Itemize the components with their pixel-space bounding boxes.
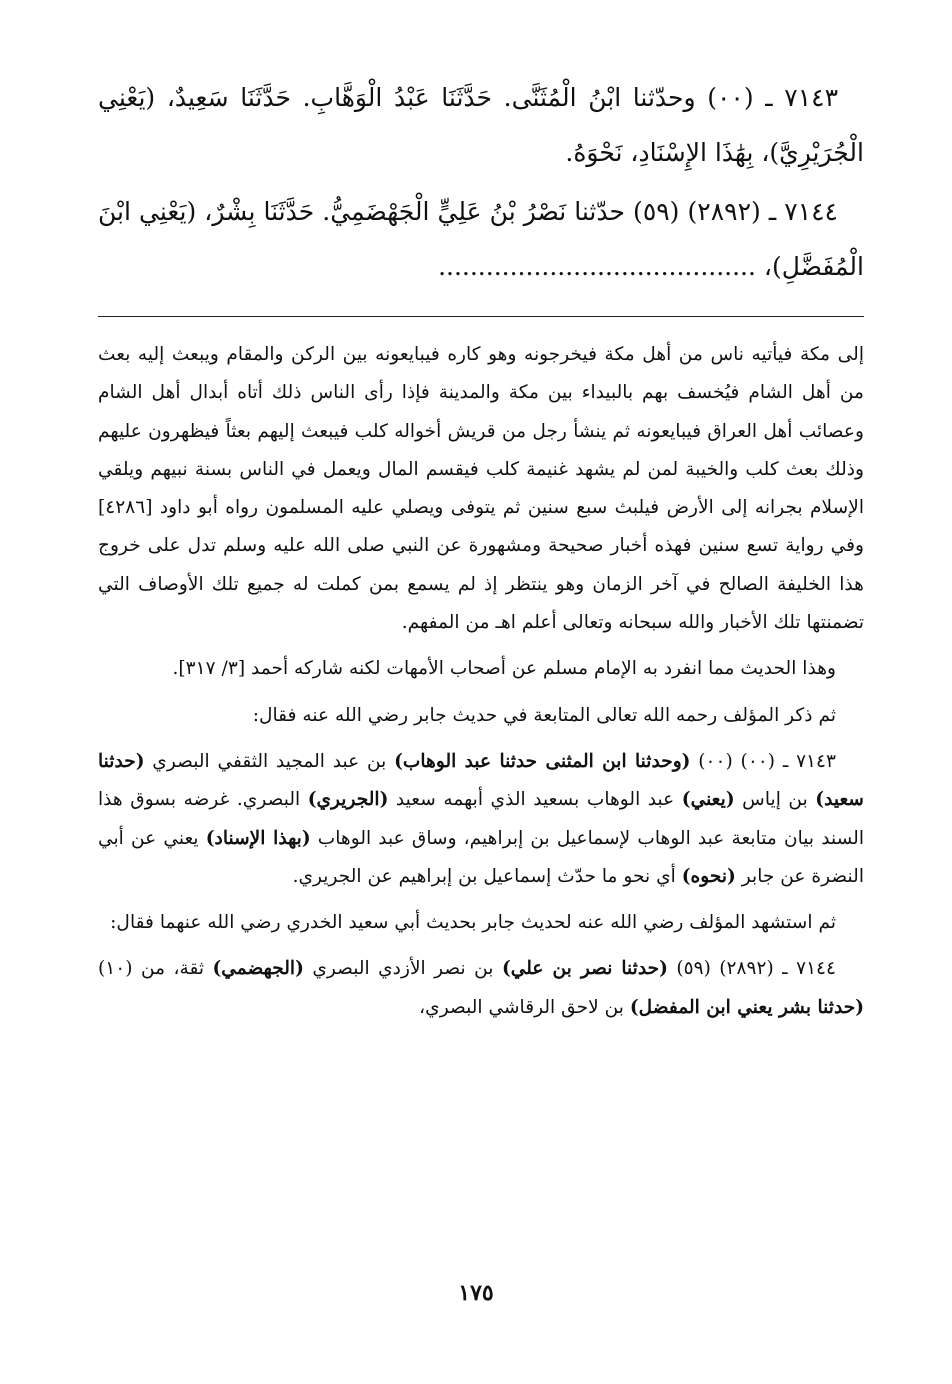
p6-text-3: ثقة، من (١٠) [98,958,213,980]
p4-text-3: بن إياس [734,789,816,811]
p6-bold-1: (حدثنا نصر بن علي) [501,958,668,980]
hadith-7144-line-2: ابْنَ الْمُفَضَّلِ)، ........................................ [98,197,864,281]
p4-bold-3: (يعني) [681,789,735,811]
p4-bold-6: (نحوه) [681,865,736,887]
hadith-7143 [98,70,864,180]
hadith-text-block [98,70,864,298]
commentary-block [98,336,864,1035]
hadith-7144-line-1: ٧١٤٤ ـ (٢٨٩٢) (٥٩) حدّثنا نَصْرُ بْنُ عَلِيٍّ الْجَهْضَمِيُّ. حَدَّثَنَا بِشْرٌ، (يَعْنِي [139,197,838,226]
p6-text-1: ٧١٤٤ ـ (٢٨٩٢) (٥٩) [667,958,837,980]
commentary-paragraph-2: وهذا الحديث مما انفرد به الإمام مسلم عن أصحاب الأمهات لكنه شاركه أحمد [٣/ ٣١٧]. [172,658,836,680]
p4-bold-5: (بهذا الإسناد) [205,827,311,849]
p6-text-2: بن نصر الأزدي البصري [303,958,502,980]
hadith-7143-line-2: سَعِيدٌ، (يَعْنِي الْجُرَيْرِيَّ)، بِهَٰذَا الإِسْنَادِ، نَحْوَهُ. [98,83,864,167]
footnote-separator [98,316,864,317]
p6-bold-2: (الجهضمي) [212,958,304,980]
commentary-paragraph-6 [98,950,864,1027]
p4-text-7: أي نحو ما حدّث إسماعيل بن إبراهيم عن الجريري. [292,865,682,887]
p4-text-6: يعني عن أبي النضرة عن جابر [98,827,864,887]
commentary-paragraph-5: ثم استشهد المؤلف رضي الله عنه لحديث جابر بحديث أبي سعيد الخدري رضي الله عنهما فقال: [110,912,836,934]
p4-bold-4: (الجريري) [307,789,389,811]
p4-text-4: عبد الوهاب بسعيد الذي أبهمه سعيد [388,789,682,811]
hadith-7144 [98,184,864,294]
p6-text-4: بن لاحق الرقاشي البصري، [419,996,630,1018]
commentary-paragraph-3: ثم ذكر المؤلف رحمه الله تعالى المتابعة في حديث جابر رضي الله عنه فقال: [252,704,836,726]
hadith-7143-line-1: ٧١٤٣ ـ (٠٠) وحدّثنا ابْنُ الْمُثَنَّى. حَدَّثَنَا عَبْدُ الْوَهَّابِ. حَدَّثَنَا [240,83,838,112]
page-number: ١٧٥ [458,1280,494,1306]
p6-bold-3: (حدثنا بشر يعني ابن المفضل) [629,996,864,1018]
p4-text-5: البصري. غرضه بسوق هذا السند بيان متابعة عبد الوهاب لإسماعيل بن إبراهيم، وساق عبد الوهاب [98,789,865,849]
p4-bold-2: (حدثنا سعيد) [98,750,864,811]
commentary-paragraph-1: إلى مكة فيأتيه ناس من أهل مكة فيخرجونه وهو كاره فيبايعونه بين الركن والمقام ويبعث إليه بعث من أهل الشام فيُخسف بهم بالبيداء بين مكة والمدينة فإذا رأى الناس ذلك أتاه أبدال أهل الشام وعصائب أهل العراق فيبايعونه ثم ينشأ رجل من قريش أخواله كلب فيبعث إليهم بعثاً فيظهرون عليهم وذلك بعث كلب والخيبة لمن لم يشهد غنيمة كلب فيقسم المال ويعمل في الناس بسنة نبيهم ويلقي الإسلام بجرانه إلى الأرض فيلبث سبع سنين ثم يتوفى ويصلي عليه المسلمون رواه أبو داود [٤٢٨٦] وفي رواية تسع سنين فهذه أخبار صحيحة ومشهورة عن النبي صلى الله عليه وسلم تدل على خروج هذا الخليفة الصالح في آخر الزمان وهو ينتظر إذ لم يسمع بمن كملت له جميع تلك الأوصاف التي تضمنتها تلك الأخبار والله سبحانه وتعالى أعلم اهـ من المفهم. [98,344,864,634]
commentary-paragraph-4 [98,743,864,896]
p4-text-1: ٧١٤٣ ـ (٠٠) (٠٠) [690,750,837,772]
p4-text-2: بن عبد المجيد الثقفي البصري [144,750,395,772]
p4-bold-1: (وحدثنا ابن المثنى حدثنا عبد الوهاب) [394,750,691,772]
